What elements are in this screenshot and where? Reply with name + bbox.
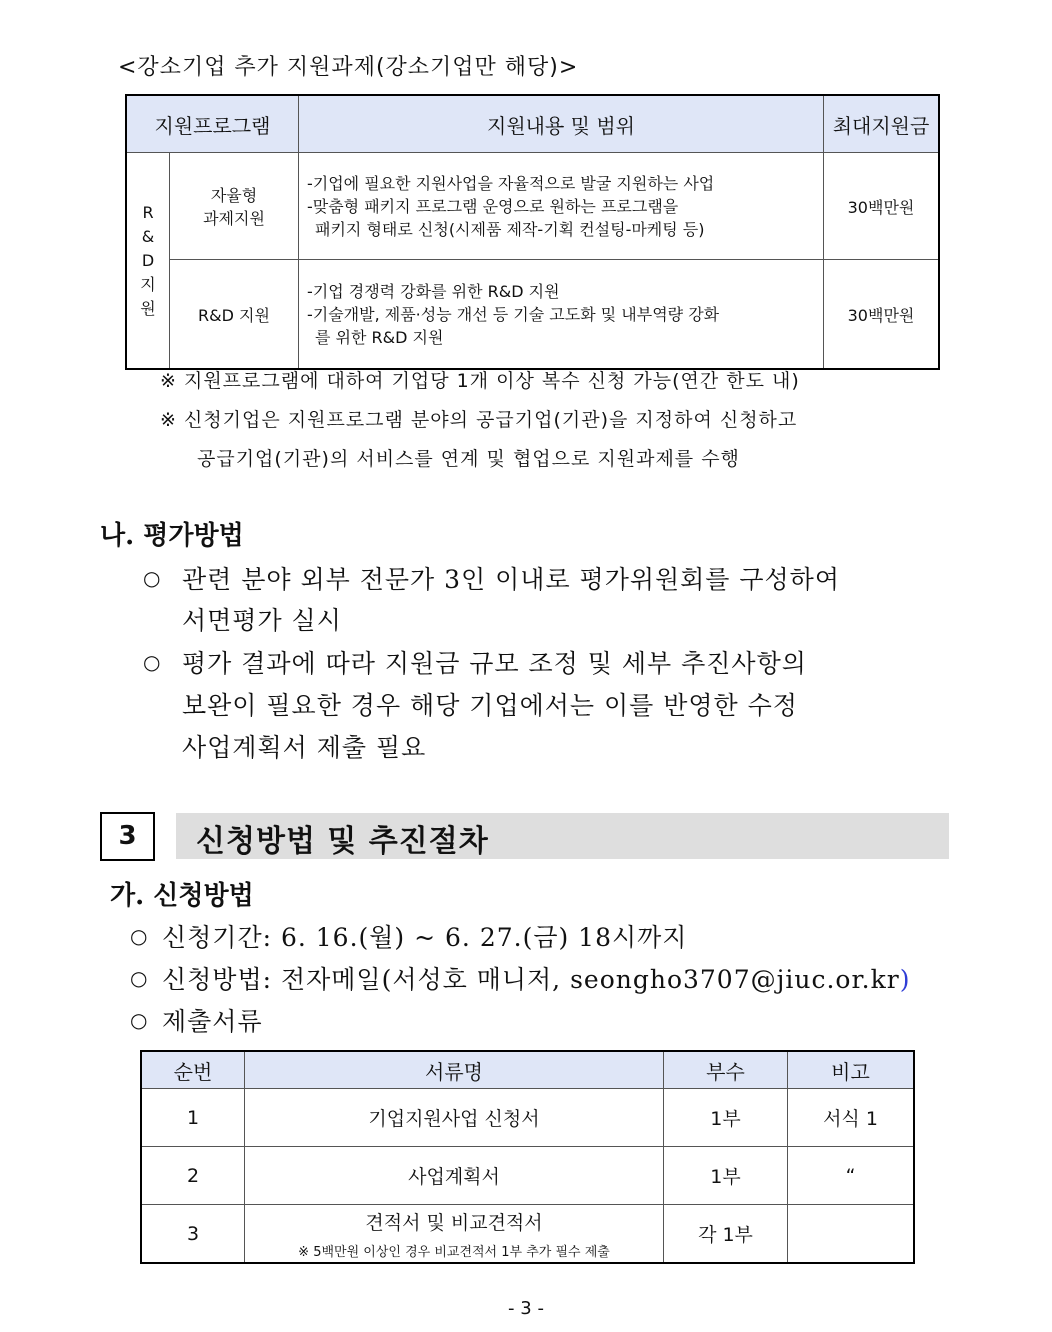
doc-no: 2 xyxy=(141,1147,245,1205)
doc-no: 1 xyxy=(141,1089,245,1147)
header-content: 지원내용 및 범위 xyxy=(299,95,824,153)
doc-name: 기업지원사업 신청서 xyxy=(245,1089,664,1147)
paragraph-line: 제출서류 xyxy=(162,1007,263,1036)
section-title: 신청방법 및 추진절차 xyxy=(196,824,489,859)
table-header-row xyxy=(126,95,939,153)
program-content: -기업 경쟁력 강화를 위한 R&D 지원 -기술개발, 제품·성능 개선 등 기술 고도화 및 내부역량 강화 를 위한 R&D 지원 xyxy=(299,260,824,370)
note-line: ※ 신청기업은 지원프로그램 분야의 공급기업(기관)을 지정하여 신청하고 xyxy=(160,409,798,431)
paragraph-line: 보완이 필요한 경우 해당 기업에서는 이를 반영한 수정 xyxy=(182,691,798,720)
bullet-icon: ○ xyxy=(143,566,161,590)
bullet-icon: ○ xyxy=(143,650,161,674)
doc-remark: 서식 1 xyxy=(788,1089,915,1147)
rd-group-label: R & D 지 원 xyxy=(126,153,170,370)
header-name: 서류명 xyxy=(245,1051,664,1089)
program-content: -기업에 필요한 지원사업을 자율적으로 발굴 지원하는 사업 -맞춤형 패키지 프로그램 운영으로 원하는 프로그램을 패키지 형태로 신청(시제품 제작-기획 컨설팅-마케팅 등) xyxy=(299,153,824,260)
table-caption: <강소기업 추가 지원과제(강소기업만 해당)> xyxy=(118,55,579,80)
note-line: ※ 지원프로그램에 대하여 기업당 1개 이상 복수 신청 가능(연간 한도 내) xyxy=(160,370,800,392)
closing-paren: ) xyxy=(899,965,911,994)
header-no: 순번 xyxy=(141,1051,245,1089)
table-row xyxy=(141,1205,914,1264)
email-text: 신청방법: 전자메일(서성호 매니저, seongho3707@jiuc.or.kr xyxy=(162,965,900,994)
paragraph-line: 신청기간: 6. 16.(월) ~ 6. 27.(금) 18시까지 xyxy=(162,923,688,952)
paragraph-line: 관련 분야 외부 전문가 3인 이내로 평가위원회를 구성하여 xyxy=(182,565,840,594)
section-heading: 나. 평가방법 xyxy=(100,521,244,551)
program-name: 자율형 과제지원 xyxy=(170,153,299,260)
header-max-amount: 최대지원금 xyxy=(824,95,940,153)
program-name: R&D 지원 xyxy=(170,260,299,370)
bullet-icon: ○ xyxy=(130,924,148,948)
doc-name-note: ※ 5백만원 이상인 경우 비교견적서 1부 추가 필수 제출 xyxy=(298,1244,610,1260)
doc-copies: 1부 xyxy=(664,1147,788,1205)
program-amount: 30백만원 xyxy=(824,260,940,370)
table-row xyxy=(126,153,939,260)
doc-remark xyxy=(788,1205,915,1264)
support-program-table xyxy=(125,94,940,370)
doc-name: 사업계획서 xyxy=(245,1147,664,1205)
table-row xyxy=(141,1147,914,1205)
paragraph-line: 평가 결과에 따라 지원금 규모 조정 및 세부 추진사항의 xyxy=(182,649,807,678)
header-program: 지원프로그램 xyxy=(126,95,299,153)
doc-copies: 1부 xyxy=(664,1089,788,1147)
note-line: 공급기업(기관)의 서비스를 연계 및 협업으로 지원과제를 수행 xyxy=(197,448,740,470)
table-header-row xyxy=(141,1051,914,1089)
header-remark: 비고 xyxy=(788,1051,915,1089)
paragraph-line: 사업계획서 제출 필요 xyxy=(182,733,427,762)
page-number: - 3 - xyxy=(508,1298,544,1319)
doc-no: 3 xyxy=(141,1205,245,1264)
paragraph-line xyxy=(162,960,910,996)
program-amount: 30백만원 xyxy=(824,153,940,260)
doc-remark: “ xyxy=(788,1147,915,1205)
doc-copies: 각 1부 xyxy=(664,1205,788,1264)
bullet-icon: ○ xyxy=(130,1008,148,1032)
doc-name: 견적서 및 비교견적서 ※ 5백만원 이상인 경우 비교견적서 1부 추가 필수 제출 xyxy=(245,1205,664,1264)
paragraph-line: 서면평가 실시 xyxy=(182,606,342,635)
documents-table xyxy=(140,1050,915,1264)
bullet-icon: ○ xyxy=(130,966,148,990)
header-copies: 부수 xyxy=(664,1051,788,1089)
section-number: 3 xyxy=(100,812,155,861)
table-row xyxy=(126,260,939,370)
section-heading: 가. 신청방법 xyxy=(110,881,254,911)
table-row xyxy=(141,1089,914,1147)
